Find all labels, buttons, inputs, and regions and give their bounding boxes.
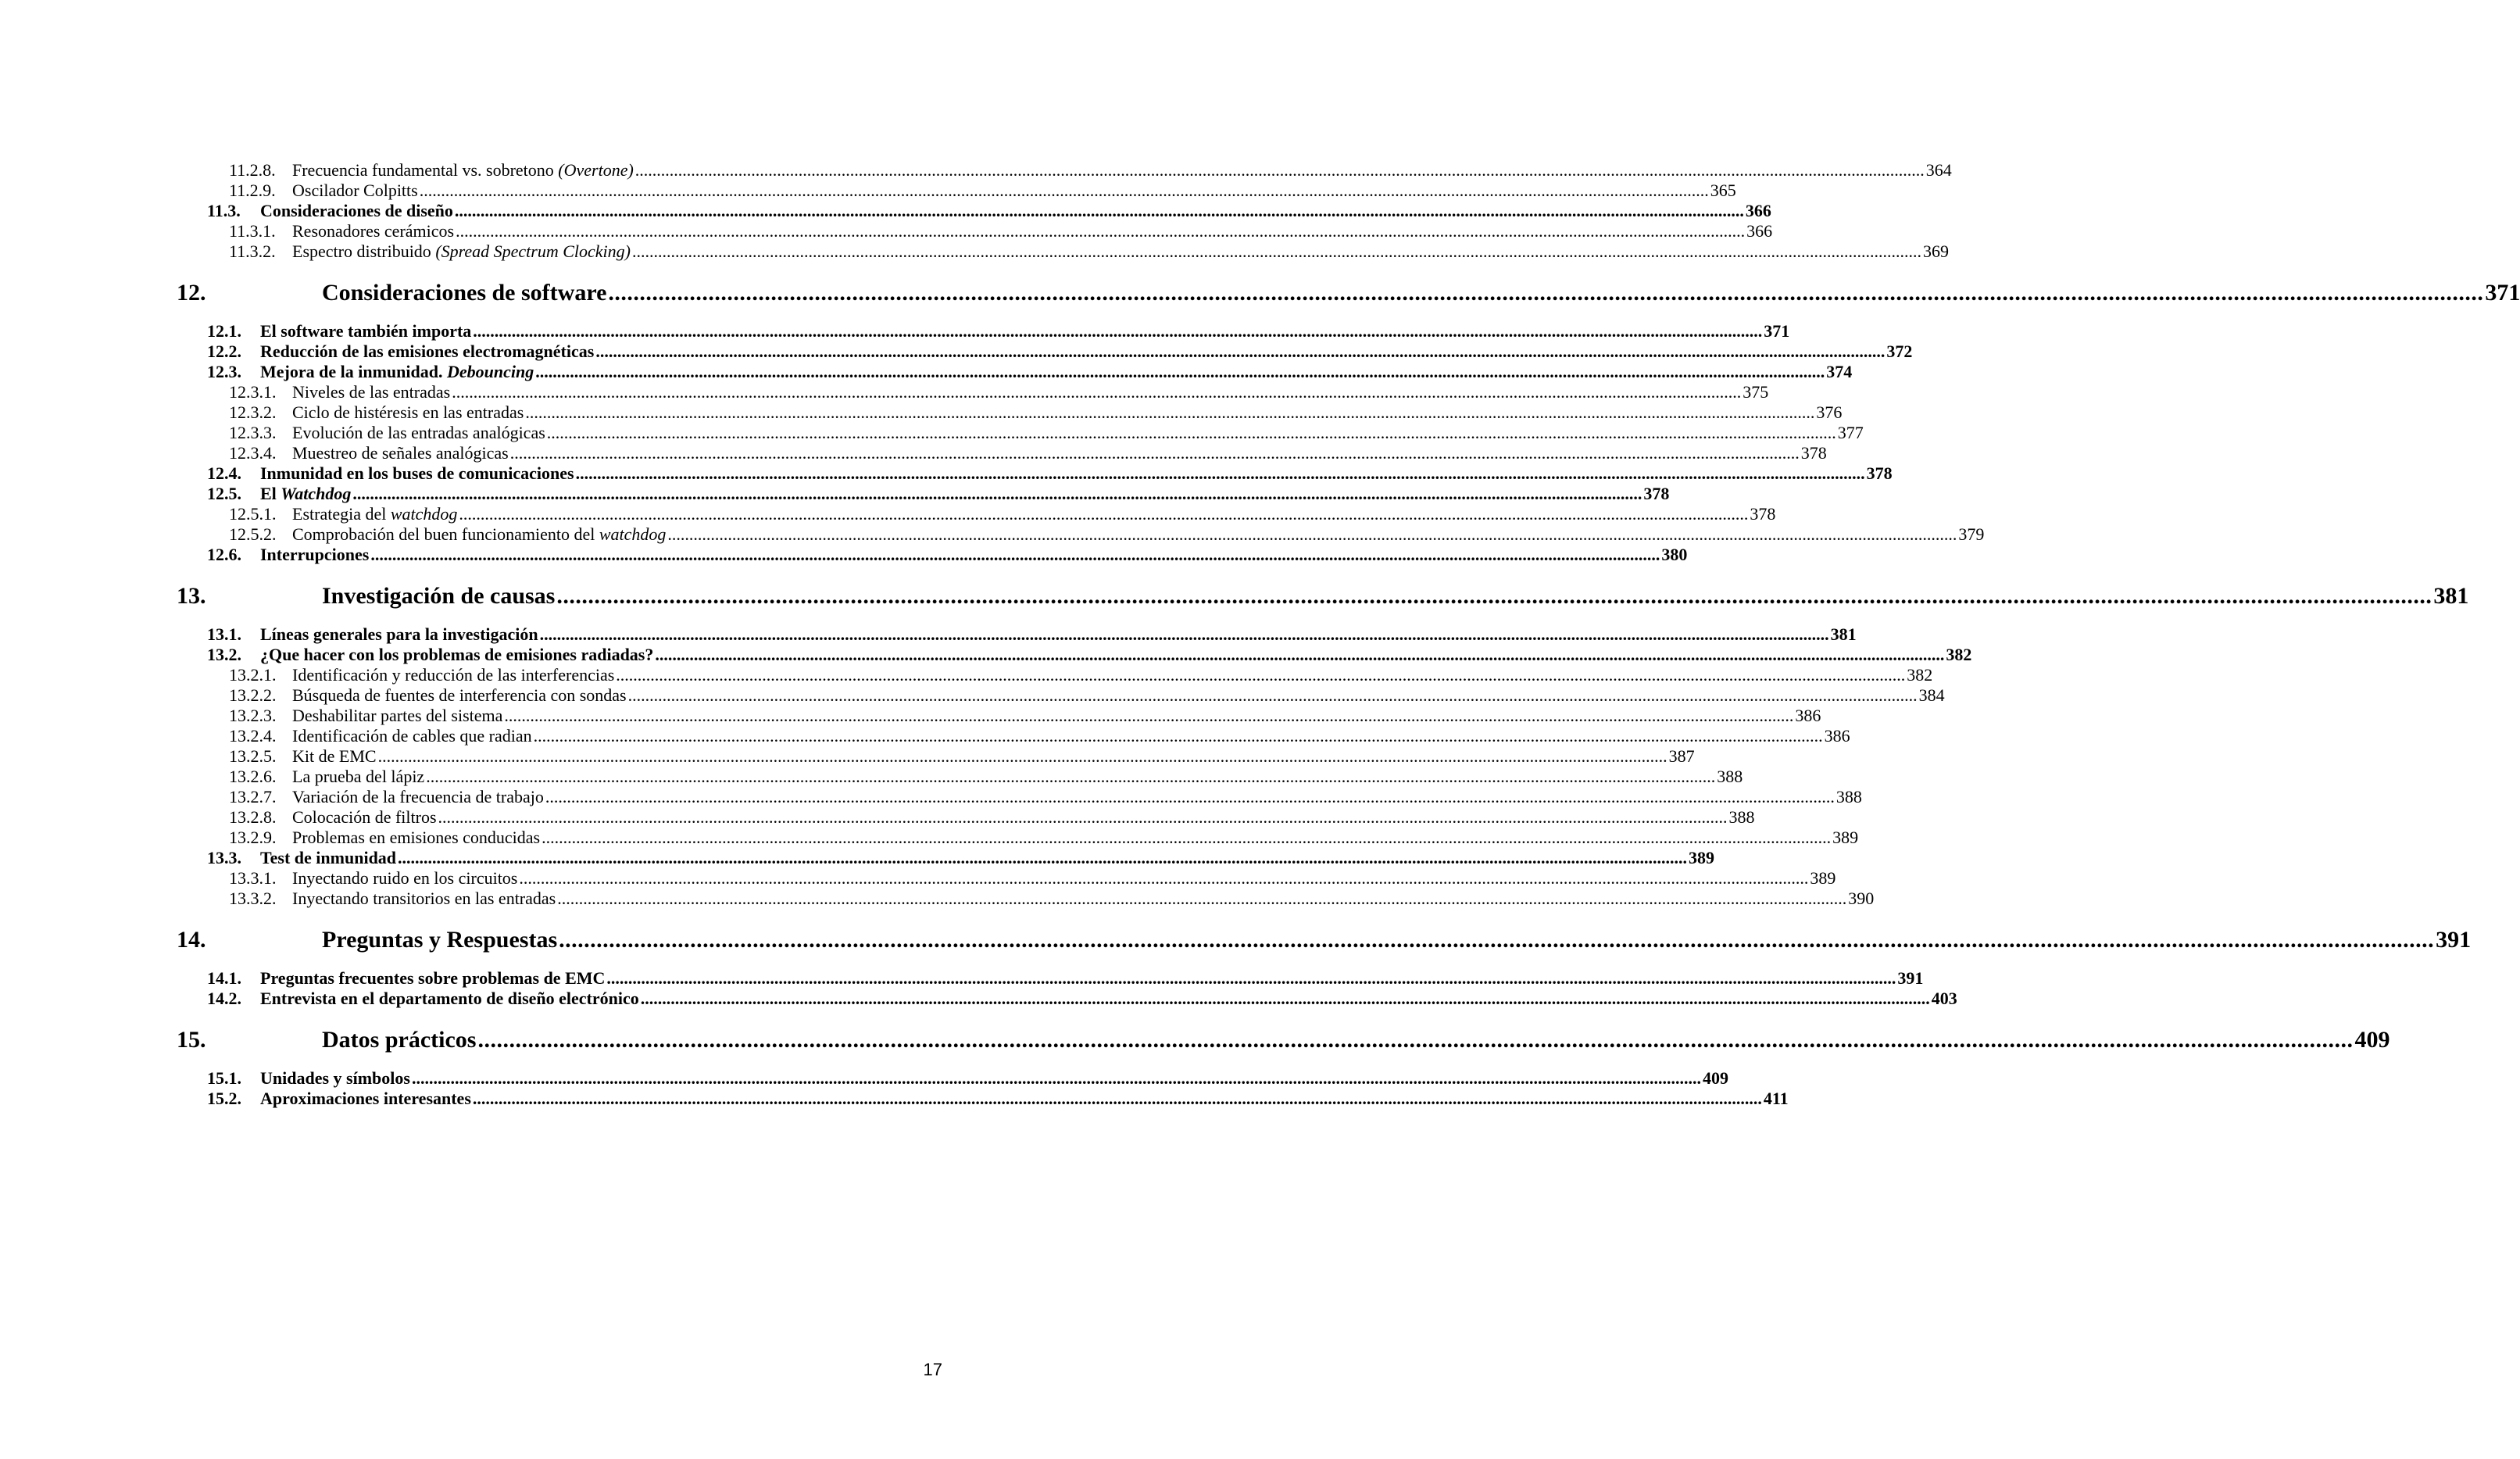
toc-leader-dots: ............................................................................................................................................................................................................................................................................................................	[509, 443, 1800, 463]
toc-entry-title	[260, 342, 594, 362]
toc-leader-dots: ............................................................................................................................................................................................................................................................................................................	[370, 545, 1660, 564]
toc-section[interactable]	[207, 1068, 1728, 1090]
toc-leader-dots: ............................................................................................................................................................................................................................................................................................................	[634, 160, 1925, 180]
toc-leader-dots: ............................................................................................................................................................................................................................................................................................................	[535, 362, 1825, 381]
toc-entry-title-text: Líneas generales para la investigación	[260, 624, 538, 644]
toc-leader-dots: ............................................................................................................................................................................................................................................................................................................	[352, 484, 1642, 503]
toc-entry-title-text: Evolución de las entradas analógicas	[292, 423, 545, 442]
toc-subsection[interactable]	[229, 746, 1695, 768]
toc-entry-title-text: Espectro distribuido	[292, 241, 436, 261]
toc-entry-number: 13.2.8.	[229, 807, 277, 827]
toc-entry-title-text: Búsqueda de fuentes de interferencia con sondas	[292, 685, 627, 705]
toc-entry-title-text: Reducción de las emisiones electromagnéticas	[260, 342, 595, 361]
toc-subsection[interactable]	[229, 685, 1945, 707]
toc-entry-page: 366	[1746, 221, 1773, 241]
toc-entry-title-italic: (Spread Spectrum Clocking)	[435, 241, 631, 261]
toc-entry-page: 377	[1837, 423, 1864, 442]
toc-entry-number: 12.5.	[207, 484, 241, 503]
toc-section[interactable]	[207, 848, 1715, 870]
toc-entry-title-text: Estrategia del	[292, 504, 391, 524]
toc-entry-page: 380	[1661, 545, 1688, 564]
toc-entry-title	[292, 402, 524, 423]
toc-entry-number: 13.2.7.	[229, 787, 277, 806]
toc-leader-dots: ............................................................................................................................................................................................................................................................................................................	[539, 624, 1829, 644]
toc-entry-title	[322, 280, 606, 306]
toc-entry-title	[292, 889, 556, 909]
toc-entry-number: 15.1.	[207, 1068, 241, 1088]
toc-leader-dots: ............................................................................................................................................................................................................................................................................................................	[632, 241, 1921, 261]
toc-entry-page: 386	[1795, 706, 1821, 725]
toc-entry-title	[260, 1089, 471, 1109]
toc-entry-title	[260, 545, 369, 565]
toc-entry-page: 378	[1750, 504, 1776, 524]
toc-entry-number: 15.	[177, 1027, 206, 1053]
toc-leader-dots: ............................................................................................................................................................................................................................................................................................................	[454, 201, 1744, 220]
toc-leader-dots: ............................................................................................................................................................................................................................................................................................................	[452, 382, 1742, 402]
toc-entry-title	[260, 848, 396, 868]
toc-entry-page: 371	[2485, 280, 2520, 306]
toc-leader-dots: ............................................................................................................................................................................................................................................................................................................	[519, 868, 1809, 888]
toc-entry-title-italic: watchdog	[390, 504, 458, 524]
toc-leader-dots: ............................................................................................................................................................................................................................................................................................................	[525, 402, 1815, 422]
toc-subsection[interactable]	[229, 726, 1850, 748]
toc-entry-title-text: Oscilador Colpitts	[292, 181, 418, 200]
toc-entry-title-text: La prueba del lápiz	[292, 767, 425, 786]
toc-entry-page: 376	[1816, 402, 1843, 422]
toc-entry-title-text: ¿Que hacer con los problemas de emisiones radiadas?	[260, 645, 654, 664]
toc-subsection[interactable]	[229, 787, 1862, 809]
toc-entry-page: 403	[1931, 989, 1957, 1008]
toc-leader-dots: ............................................................................................................................................................................................................................................................................................................	[473, 321, 1763, 341]
toc-entry-title	[322, 583, 555, 610]
toc-entry-number: 13.3.1.	[229, 868, 277, 888]
toc-entry-page: 374	[1826, 362, 1853, 381]
toc-entry-title	[260, 968, 605, 989]
toc-entry-page: 378	[1866, 463, 1893, 483]
toc-leader-dots: ............................................................................................................................................................................................................................................................................................................	[533, 726, 1823, 746]
toc-entry-page: 409	[2354, 1027, 2390, 1053]
toc-entry-title-text: Deshabilitar partes del sistema	[292, 706, 503, 725]
toc-entry-number: 12.2.	[207, 342, 241, 361]
toc-entry-page: 389	[1810, 868, 1836, 888]
toc-subsection[interactable]	[229, 504, 1776, 526]
toc-entry-number: 12.3.3.	[229, 423, 277, 442]
toc-section[interactable]	[207, 545, 1688, 567]
toc-leader-dots: ............................................................................................................................................................................................................................................................................................................	[557, 889, 1847, 908]
toc-entry-title	[292, 767, 424, 787]
toc-entry-title-text: Niveles de las entradas	[292, 382, 451, 402]
toc-section[interactable]	[207, 362, 1853, 384]
toc-leader-dots: ............................................................................................................................................................................................................................................................................................................	[627, 685, 1918, 705]
toc-entry-title-italic: Debouncing	[446, 362, 534, 381]
toc-entry-title-text: Preguntas y Respuestas	[322, 927, 558, 953]
toc-entry-title-text: Preguntas frecuentes sobre problemas de EMC	[260, 968, 606, 988]
toc-entry-title-text: Unidades y símbolos	[260, 1068, 410, 1088]
toc-subsection[interactable]	[229, 181, 1736, 202]
toc-entry-title-text: Identificación y reducción de las interferencias	[292, 665, 615, 685]
toc-leader-dots: ............................................................................................................................................................................................................................................................................................................	[595, 342, 1886, 361]
toc-leader-dots: ............................................................................................................................................................................................................................................................................................................	[542, 828, 1832, 847]
toc-entry-title-text: Frecuencia fundamental vs. sobretono	[292, 160, 559, 180]
toc-entry-page: 411	[1763, 1089, 1789, 1108]
toc-entry-page: 382	[1946, 645, 1972, 664]
toc-entry-page: 409	[1702, 1068, 1728, 1088]
toc-section[interactable]	[207, 321, 1790, 343]
toc-entry-number: 12.5.1.	[229, 504, 277, 524]
toc-entry-number: 11.2.9.	[229, 181, 276, 200]
toc-entry-number: 12.6.	[207, 545, 241, 564]
toc-entry-number: 11.3.	[207, 201, 241, 220]
toc-leader-dots: ............................................................................................................................................................................................................................................................................................................	[559, 927, 2435, 953]
toc-section[interactable]	[207, 645, 1972, 667]
toc-entry-title-text: Inyectando transitorios en las entradas	[292, 889, 556, 908]
toc-leader-dots: ............................................................................................................................................................................................................................................................................................................	[545, 787, 1835, 806]
toc-entry-title	[292, 181, 418, 201]
toc-entry-number: 13.2.	[207, 645, 241, 664]
toc-entry-title	[260, 463, 574, 484]
toc-entry-number: 13.2.3.	[229, 706, 277, 725]
toc-entry-page: 389	[1689, 848, 1715, 867]
toc-leader-dots: ............................................................................................................................................................................................................................................................................................................	[640, 989, 1930, 1008]
toc-section[interactable]	[207, 463, 1893, 485]
toc-subsection[interactable]	[229, 402, 1843, 424]
toc-entry-number: 13.3.	[207, 848, 241, 867]
toc-entry-title	[292, 746, 377, 767]
toc-leader-dots: ............................................................................................................................................................................................................................................................................................................	[616, 665, 1906, 685]
toc-entry-title-text: Interrupciones	[260, 545, 370, 564]
toc-leader-dots: ............................................................................................................................................................................................................................................................................................................	[655, 645, 1945, 664]
toc-leader-dots: ............................................................................................................................................................................................................................................................................................................	[459, 504, 1749, 524]
toc-subsection[interactable]	[229, 767, 1743, 789]
toc-entry-page: 382	[1907, 665, 1933, 685]
toc-leader-dots: ............................................................................................................................................................................................................................................................................................................	[398, 848, 1688, 867]
toc-entry-title-text: Investigación de causas	[322, 583, 556, 609]
toc-entry-number: 12.	[177, 280, 206, 306]
toc-entry-page: 371	[1764, 321, 1790, 341]
toc-section[interactable]	[207, 989, 1957, 1010]
toc-entry-title-text: Datos prácticos	[322, 1027, 477, 1053]
toc-entry-title	[260, 484, 351, 504]
toc-entry-page: 366	[1745, 201, 1771, 220]
toc-entry-title-text: Identificación de cables que radian	[292, 726, 532, 746]
toc-entry-title-text: Colocación de filtros	[292, 807, 437, 827]
toc-entry-title	[292, 787, 544, 807]
toc-subsection[interactable]	[229, 868, 1836, 890]
toc-leader-dots: ............................................................................................................................................................................................................................................................................................................	[575, 463, 1865, 483]
toc-entry-page: 384	[1918, 685, 1945, 705]
toc-subsection[interactable]	[229, 807, 1755, 829]
toc-entry-title-text: Test de inmunidad	[260, 848, 397, 867]
toc-entry-title	[260, 201, 453, 221]
toc-entry-title-text: Consideraciones de diseño	[260, 201, 453, 220]
toc-entry-title-text: Consideraciones de software	[322, 280, 607, 306]
toc-entry-title	[292, 443, 509, 463]
toc-leader-dots: ............................................................................................................................................................................................................................................................................................................	[504, 706, 1794, 725]
toc-entry-number: 15.2.	[207, 1089, 241, 1108]
toc-entry-title-text: Ciclo de histéresis en las entradas	[292, 402, 524, 422]
toc-leader-dots: ............................................................................................................................................................................................................................................................................................................	[608, 280, 2484, 306]
toc-entry-title-text: Comprobación del buen funcionamiento del	[292, 524, 599, 544]
toc-chapter[interactable]	[177, 927, 2472, 955]
toc-entry-title	[292, 868, 517, 889]
toc-entry-page: 387	[1668, 746, 1695, 766]
toc-entry-number: 11.3.2.	[229, 241, 276, 261]
toc-entry-title-text: Muestreo de señales analógicas	[292, 443, 509, 463]
toc-entry-title	[260, 645, 653, 665]
toc-entry-page: 381	[2433, 583, 2469, 609]
toc-entry-title-text: Inyectando ruido en los circuitos	[292, 868, 518, 888]
toc-subsection[interactable]	[229, 889, 1875, 910]
toc-entry-number: 12.1.	[207, 321, 241, 341]
toc-entry-title-text: Mejora de la inmunidad.	[260, 362, 447, 381]
toc-entry-page: 391	[2436, 927, 2472, 953]
toc-leader-dots: ............................................................................................................................................................................................................................................................................................................	[456, 221, 1746, 241]
toc-chapter[interactable]	[177, 1027, 2390, 1055]
toc-entry-title-text: Aproximaciones interesantes	[260, 1089, 471, 1108]
toc-entry-page: 378	[1800, 443, 1827, 463]
toc-leader-dots: ............................................................................................................................................................................................................................................................................................................	[606, 968, 1896, 988]
toc-entry-title-italic: Watchdog	[281, 484, 352, 503]
toc-subsection[interactable]	[229, 221, 1773, 243]
toc-entry-number: 13.2.4.	[229, 726, 277, 746]
toc-entry-number: 14.1.	[207, 968, 241, 988]
toc-entry-title	[322, 927, 557, 953]
toc-entry-number: 13.2.1.	[229, 665, 277, 685]
toc-section[interactable]	[207, 968, 1924, 990]
toc-entry-title	[260, 1068, 410, 1089]
toc-leader-dots: ............................................................................................................................................................................................................................................................................................................	[411, 1068, 1701, 1088]
toc-entry-number: 13.2.5.	[229, 746, 277, 766]
toc-entry-title	[260, 362, 534, 382]
toc-entry-title-text: El	[260, 484, 281, 503]
toc-entry-title	[292, 828, 540, 848]
toc-entry-title-text: El software también importa	[260, 321, 472, 341]
toc-entry-title	[292, 524, 666, 545]
toc-entry-number: 13.2.2.	[229, 685, 277, 705]
toc-entry-title	[292, 726, 532, 746]
toc-leader-dots: ............................................................................................................................................................................................................................................................................................................	[472, 1089, 1762, 1108]
toc-entry-number: 12.3.1.	[229, 382, 277, 402]
toc-section[interactable]	[207, 1089, 1789, 1110]
toc-entry-number: 13.1.	[207, 624, 241, 644]
toc-subsection[interactable]	[229, 524, 1985, 546]
toc-entry-title	[260, 624, 538, 645]
toc-entry-page: 369	[1923, 241, 1949, 261]
toc-entry-page: 388	[1835, 787, 1862, 806]
toc-entry-page: 365	[1710, 181, 1736, 200]
toc-leader-dots: ............................................................................................................................................................................................................................................................................................................	[556, 583, 2432, 609]
toc-section[interactable]	[207, 484, 1670, 506]
toc-entry-number: 13.3.2.	[229, 889, 277, 908]
toc-entry-number: 13.2.6.	[229, 767, 277, 786]
toc-leader-dots: ............................................................................................................................................................................................................................................................................................................	[546, 423, 1836, 442]
toc-entry-page: 378	[1643, 484, 1670, 503]
toc-entry-title	[260, 321, 471, 342]
toc-entry-title	[292, 160, 634, 181]
toc-subsection[interactable]	[229, 443, 1827, 465]
toc-entry-page: 389	[1832, 828, 1859, 847]
toc-entry-number: 12.3.4.	[229, 443, 277, 463]
toc-entry-title-text: Variación de la frecuencia de trabajo	[292, 787, 544, 806]
toc-entry-title-text: Kit de EMC	[292, 746, 377, 766]
toc-entry-page: 364	[1925, 160, 1952, 180]
toc-entry-number: 11.2.8.	[229, 160, 276, 180]
toc-entry-title	[292, 382, 450, 402]
toc-entry-title	[292, 807, 437, 828]
toc-entry-title-text: Problemas en emisiones conducidas	[292, 828, 541, 847]
toc-entry-page: 379	[1958, 524, 1985, 544]
toc-leader-dots: ............................................................................................................................................................................................................................................................................................................	[438, 807, 1728, 827]
toc-entry-page: 372	[1886, 342, 1913, 361]
toc-entry-number: 12.3.	[207, 362, 241, 381]
toc-section[interactable]	[207, 201, 1771, 223]
toc-entry-page: 388	[1717, 767, 1743, 786]
toc-entry-page: 390	[1848, 889, 1875, 908]
toc-entry-title-italic: (Overtone)	[558, 160, 634, 180]
toc-entry-number: 14.	[177, 927, 206, 953]
toc-entry-number: 13.2.9.	[229, 828, 277, 847]
toc-entry-number: 14.2.	[207, 989, 241, 1008]
toc-entry-title	[292, 241, 631, 262]
toc-leader-dots: ............................................................................................................................................................................................................................................................................................................	[419, 181, 1709, 200]
toc-chapter[interactable]	[177, 583, 2469, 611]
toc-subsection[interactable]	[229, 423, 1864, 445]
toc-entry-page: 388	[1728, 807, 1755, 827]
toc-leader-dots: ............................................................................................................................................................................................................................................................................................................	[667, 524, 1957, 544]
toc-leader-dots: ............................................................................................................................................................................................................................................................................................................	[477, 1027, 2354, 1053]
toc-entry-title	[322, 1027, 476, 1053]
toc-subsection[interactable]	[229, 382, 1769, 404]
toc-entry-title	[292, 504, 457, 524]
toc-section[interactable]	[207, 624, 1857, 646]
toc-entry-number: 13.	[177, 583, 206, 609]
toc-subsection[interactable]	[229, 665, 1933, 687]
toc-entry-title-italic: watchdog	[599, 524, 667, 544]
toc-subsection[interactable]	[229, 160, 1952, 182]
toc-entry-title	[292, 706, 502, 726]
toc-subsection[interactable]	[229, 828, 1859, 849]
toc-entry-title	[292, 685, 627, 706]
toc-entry-title-text: Inmunidad en los buses de comunicaciones	[260, 463, 574, 483]
toc-entry-title-text: Resonadores cerámicos	[292, 221, 455, 241]
toc-entry-title	[292, 221, 454, 241]
toc-entry-title	[260, 989, 639, 1009]
toc-section[interactable]	[207, 342, 1913, 363]
toc-entry-number: 12.4.	[207, 463, 241, 483]
toc-entry-page: 386	[1824, 726, 1850, 746]
toc-entry-number: 12.3.2.	[229, 402, 277, 422]
toc-subsection[interactable]	[229, 241, 1949, 263]
toc-subsection[interactable]	[229, 706, 1821, 728]
toc-entry-page: 391	[1897, 968, 1924, 988]
toc-chapter[interactable]	[177, 280, 2520, 308]
toc-entry-title	[292, 665, 614, 685]
toc-entry-title	[292, 423, 545, 443]
toc-entry-number: 12.5.2.	[229, 524, 277, 544]
toc-entry-number: 11.3.1.	[229, 221, 276, 241]
toc-entry-title-text: Entrevista en el departamento de diseño electrónico	[260, 989, 639, 1008]
page-number: 17	[923, 1360, 942, 1379]
toc-entry-page: 375	[1743, 382, 1769, 402]
toc-leader-dots: ............................................................................................................................................................................................................................................................................................................	[426, 767, 1716, 786]
toc-leader-dots: ............................................................................................................................................................................................................................................................................................................	[377, 746, 1667, 766]
toc-entry-page: 381	[1830, 624, 1857, 644]
